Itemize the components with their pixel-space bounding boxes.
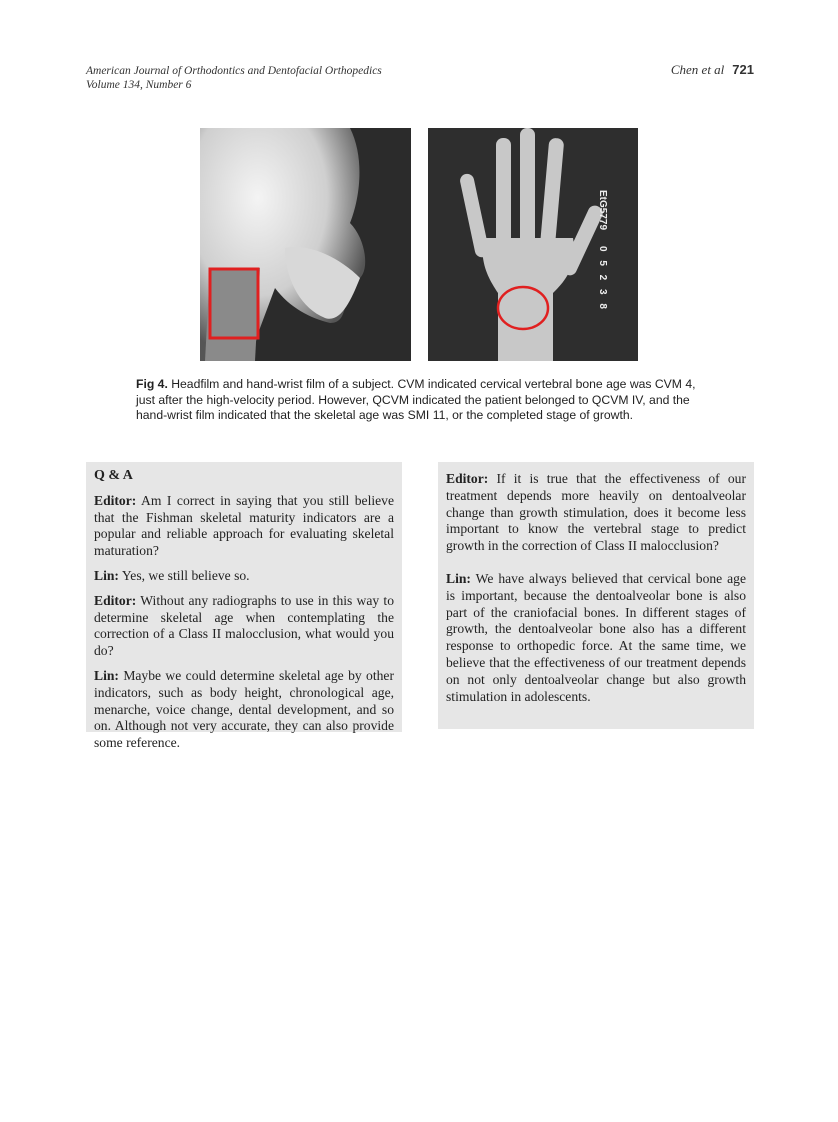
speaker: Lin:	[94, 667, 119, 683]
paragraph-text: Am I correct in saying that you still believe that the Fishman skeletal maturity indicators are a popular and reliable approach for evaluating skeletal maturation?	[94, 492, 394, 559]
qa-paragraph	[94, 493, 394, 560]
journal-volume: Volume 134, Number 6	[86, 79, 192, 91]
figure-caption	[136, 377, 706, 424]
speaker: Lin:	[446, 570, 471, 586]
authors: Chen et al	[670, 62, 725, 77]
film-label-id: EtG5779	[597, 190, 608, 231]
qa-box-right	[438, 462, 754, 729]
film-label-number: 0 5 2 3 8	[597, 246, 608, 312]
hand-wrist-xray	[428, 128, 638, 361]
running-header	[86, 64, 382, 92]
qa-paragraph	[94, 568, 394, 585]
qa-heading: Q & A	[94, 468, 133, 483]
paragraph-text: If it is true that the effectiveness of our treatment depends more heavily on dentoalveolar change than growth stimulation, does it become less important to know the vertebral stage to predict growth in the correction of Class II malocclusion?	[446, 471, 746, 554]
qa-paragraph	[94, 593, 394, 660]
speaker: Editor:	[94, 492, 137, 508]
paragraph-text: Without any radiographs to use in this way to determine skeletal age when contemplating the correction of a Class II malocclusion, what would you do?	[94, 592, 394, 659]
qa-paragraph	[446, 471, 746, 555]
journal-title: American Journal of Orthodontics and Dentofacial Orthopedics	[86, 65, 382, 77]
paragraph-text: Yes, we still believe so.	[118, 567, 250, 583]
page-header-right	[671, 62, 754, 78]
speaker: Editor:	[94, 592, 137, 608]
caption-text: Headfilm and hand-wrist film of a subject. CVM indicated cervical vertebral bone age was CVM 4, just after the high-velocity period. However, QCVM indicated the patient belonged to QCVM IV, and the hand-wrist film indicated that the skeletal age was SMI 11, or the completed stage of growth.	[136, 377, 696, 422]
qa-paragraph	[446, 571, 746, 705]
paragraph-text: Maybe we could determine skeletal age by other indicators, such as body height, chronological age, menarche, voice change, dental development, and so on. Although not very accurate, they can also provide some reference.	[94, 667, 394, 751]
qa-paragraph	[94, 668, 394, 752]
speaker: Lin:	[94, 567, 119, 583]
qa-box-left	[86, 462, 402, 751]
page-number: 721	[732, 62, 754, 77]
speaker: Editor:	[446, 471, 489, 486]
paragraph-text: We have always believed that cervical bone age is important, because the dentoalveolar bone is also part of the craniofacial bones. In different stages of growth, the dentoalveolar bone also has a different response to orthopedic force. At the same time, we believe that the effectiveness of our treatment depends on not only dentoalveolar change but also growth stimulation in adolescents.	[446, 570, 746, 704]
headfilm-xray	[200, 128, 411, 361]
caption-label: Fig 4.	[136, 377, 168, 391]
